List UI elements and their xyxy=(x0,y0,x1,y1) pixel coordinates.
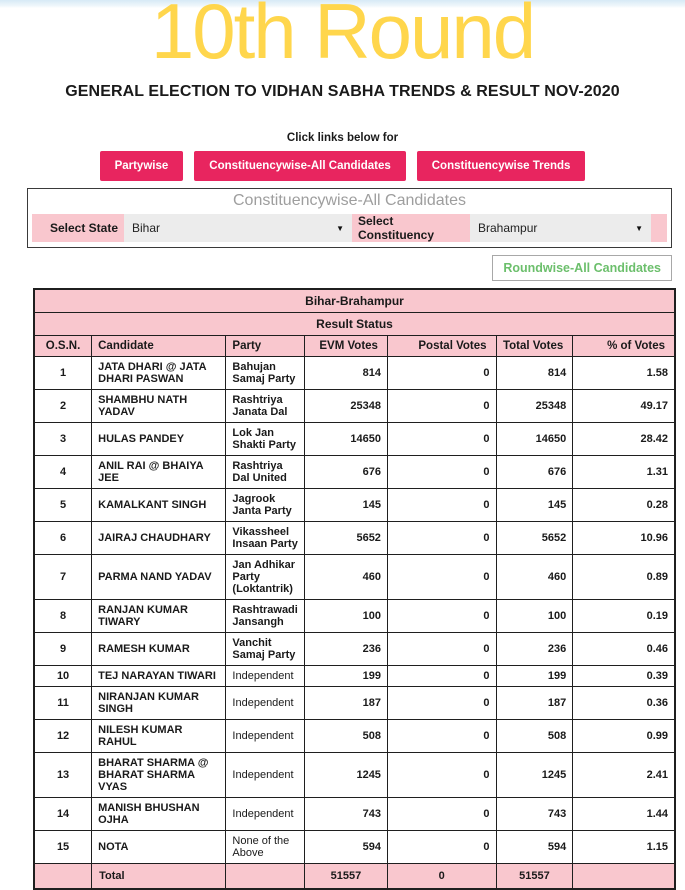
postal-votes-cell: 0 xyxy=(387,390,496,423)
candidate-cell: BHARAT SHARMA @ BHARAT SHARMA VYAS xyxy=(92,753,226,798)
table-row xyxy=(34,687,675,720)
results-table xyxy=(33,288,676,890)
column-header-postal-votes: Postal Votes xyxy=(387,336,496,357)
postal-votes-cell: 0 xyxy=(387,600,496,633)
party-cell: Independent xyxy=(226,720,304,753)
evm-votes-cell: 5652 xyxy=(304,522,387,555)
pct-votes-cell: 0.89 xyxy=(573,555,675,600)
party-cell: Jan Adhikar Party (Loktantrik) xyxy=(226,555,304,600)
table-row xyxy=(34,390,675,423)
roundwise-all-candidates-button[interactable]: Roundwise-All Candidates xyxy=(492,255,672,281)
roundwise-row xyxy=(27,255,672,281)
osn-cell: 7 xyxy=(34,555,92,600)
table-row xyxy=(34,423,675,456)
postal-votes-cell: 0 xyxy=(387,357,496,390)
table-title: Bihar-Brahampur xyxy=(34,289,675,313)
party-cell: Vanchit Samaj Party xyxy=(226,633,304,666)
party-cell: None of the Above xyxy=(226,831,304,864)
total-votes-cell: 814 xyxy=(496,357,573,390)
pct-votes-cell: 0.99 xyxy=(573,720,675,753)
postal-votes-cell: 0 xyxy=(387,633,496,666)
evm-votes-cell: 460 xyxy=(304,555,387,600)
candidate-cell: NOTA xyxy=(92,831,226,864)
links-caption: Click links below for xyxy=(286,132,399,144)
osn-cell: 1 xyxy=(34,357,92,390)
party-cell: Independent xyxy=(226,666,304,687)
party-cell: Lok Jan Shakti Party xyxy=(226,423,304,456)
table-row xyxy=(34,555,675,600)
column-header-total-votes: Total Votes xyxy=(496,336,573,357)
pct-votes-cell: 49.17 xyxy=(573,390,675,423)
postal-votes-cell: 0 xyxy=(387,687,496,720)
evm-votes-cell: 199 xyxy=(304,666,387,687)
postal-votes-cell: 0 xyxy=(387,666,496,687)
pct-votes-cell: 0.19 xyxy=(573,600,675,633)
total-votes-cell: 1245 xyxy=(496,753,573,798)
candidate-cell: NILESH KUMAR RAHUL xyxy=(92,720,226,753)
pct-votes-cell: 1.15 xyxy=(573,831,675,864)
chevron-down-icon: ▼ xyxy=(635,223,643,233)
chevron-down-icon: ▼ xyxy=(336,223,344,233)
party-cell: Vikassheel Insaan Party xyxy=(226,522,304,555)
postal-votes-cell: 0 xyxy=(387,720,496,753)
table-title-row xyxy=(34,289,675,313)
total-votes-cell: 100 xyxy=(496,600,573,633)
total-votes-cell: 676 xyxy=(496,456,573,489)
osn-cell: 3 xyxy=(34,423,92,456)
osn-cell: 4 xyxy=(34,456,92,489)
total-votes-cell: 508 xyxy=(496,720,573,753)
party-cell: Rashtriya Dal United xyxy=(226,456,304,489)
candidate-cell: PARMA NAND YADAV xyxy=(92,555,226,600)
nav-buttons-row xyxy=(0,151,685,181)
filter-box xyxy=(27,188,672,248)
pct-votes-cell: 0.28 xyxy=(573,489,675,522)
total-pct-cell xyxy=(573,864,675,890)
party-cell: Bahujan Samaj Party xyxy=(226,357,304,390)
table-row xyxy=(34,456,675,489)
table-row xyxy=(34,753,675,798)
column-header-evm-votes: EVM Votes xyxy=(304,336,387,357)
total-votes-cell: 199 xyxy=(496,666,573,687)
column-header-pct-votes: % of Votes xyxy=(573,336,675,357)
postal-votes-cell: 0 xyxy=(387,798,496,831)
pct-votes-cell: 28.42 xyxy=(573,423,675,456)
postal-votes-cell: 0 xyxy=(387,522,496,555)
table-row xyxy=(34,798,675,831)
pct-votes-cell: 10.96 xyxy=(573,522,675,555)
total-party-cell xyxy=(226,864,304,890)
total-votes-cell: 25348 xyxy=(496,390,573,423)
osn-cell: 12 xyxy=(34,720,92,753)
constituencywise-trends-button[interactable]: Constituencywise Trends xyxy=(417,151,586,181)
partywise-button[interactable]: Partywise xyxy=(100,151,184,181)
filter-row xyxy=(32,214,667,242)
osn-cell: 13 xyxy=(34,753,92,798)
total-votes-cell: 5652 xyxy=(496,522,573,555)
total-row xyxy=(34,864,675,890)
osn-cell: 14 xyxy=(34,798,92,831)
table-row xyxy=(34,522,675,555)
candidate-cell: JAIRAJ CHAUDHARY xyxy=(92,522,226,555)
column-header-party: Party xyxy=(226,336,304,357)
osn-cell: 9 xyxy=(34,633,92,666)
osn-cell: 6 xyxy=(34,522,92,555)
postal-votes-cell: 0 xyxy=(387,831,496,864)
evm-votes-cell: 814 xyxy=(304,357,387,390)
total-votes-cell: 594 xyxy=(496,831,573,864)
party-cell: Independent xyxy=(226,687,304,720)
total-label-cell: Total xyxy=(92,864,226,890)
party-cell: Independent xyxy=(226,753,304,798)
table-subtitle-row xyxy=(34,313,675,336)
postal-votes-cell: 0 xyxy=(387,456,496,489)
postal-votes-cell: 0 xyxy=(387,489,496,522)
select-constituency-label: Select Constituency xyxy=(358,214,435,242)
result-status-title: Result Status xyxy=(34,313,675,336)
total-votes-cell: 236 xyxy=(496,633,573,666)
candidate-cell: ANIL RAI @ BHAIYA JEE xyxy=(92,456,226,489)
filter-box-title: Constituencywise-All Candidates xyxy=(233,192,466,209)
pct-votes-cell: 1.58 xyxy=(573,357,675,390)
total-osn-cell xyxy=(34,864,92,890)
page-title: GENERAL ELECTION TO VIDHAN SABHA TRENDS & RESULT NOV-2020 xyxy=(65,83,620,100)
party-cell: Rashtriya Janata Dal xyxy=(226,390,304,423)
table-row xyxy=(34,831,675,864)
table-row xyxy=(34,357,675,390)
osn-cell: 15 xyxy=(34,831,92,864)
party-cell: Jagrook Janta Party xyxy=(226,489,304,522)
table-row xyxy=(34,600,675,633)
pct-votes-cell: 0.36 xyxy=(573,687,675,720)
candidate-cell: SHAMBHU NATH YADAV xyxy=(92,390,226,423)
table-row xyxy=(34,633,675,666)
pct-votes-cell: 2.41 xyxy=(573,753,675,798)
constituencywise-all-candidates-button[interactable]: Constituencywise-All Candidates xyxy=(194,151,405,181)
total-votes-cell: 187 xyxy=(496,687,573,720)
evm-votes-cell: 14650 xyxy=(304,423,387,456)
total-evm-votes-cell: 51557 xyxy=(304,864,387,890)
evm-votes-cell: 145 xyxy=(304,489,387,522)
evm-votes-cell: 594 xyxy=(304,831,387,864)
party-cell: Independent xyxy=(226,798,304,831)
total-votes-cell: 14650 xyxy=(496,423,573,456)
table-row xyxy=(34,666,675,687)
state-select-value: Bihar xyxy=(132,221,161,235)
evm-votes-cell: 1245 xyxy=(304,753,387,798)
osn-cell: 11 xyxy=(34,687,92,720)
candidate-cell: NIRANJAN KUMAR SINGH xyxy=(92,687,226,720)
evm-votes-cell: 508 xyxy=(304,720,387,753)
postal-votes-cell: 0 xyxy=(387,753,496,798)
candidate-cell: TEJ NARAYAN TIWARI xyxy=(92,666,226,687)
candidate-cell: MANISH BHUSHAN OJHA xyxy=(92,798,226,831)
osn-cell: 5 xyxy=(34,489,92,522)
party-cell: Rashtrawadi Jansangh xyxy=(226,600,304,633)
candidate-cell: RANJAN KUMAR TIWARY xyxy=(92,600,226,633)
table-row xyxy=(34,489,675,522)
table-row xyxy=(34,720,675,753)
constituency-select-value: Brahampur xyxy=(478,221,538,235)
osn-cell: 8 xyxy=(34,600,92,633)
total-votes-cell: 145 xyxy=(496,489,573,522)
candidate-cell: HULAS PANDEY xyxy=(92,423,226,456)
evm-votes-cell: 236 xyxy=(304,633,387,666)
candidate-cell: JATA DHARI @ JATA DHARI PASWAN xyxy=(92,357,226,390)
evm-votes-cell: 743 xyxy=(304,798,387,831)
pct-votes-cell: 1.44 xyxy=(573,798,675,831)
total-votes-cell: 743 xyxy=(496,798,573,831)
evm-votes-cell: 676 xyxy=(304,456,387,489)
round-title: 10th Round xyxy=(150,0,535,75)
column-header-osn: O.S.N. xyxy=(34,336,92,357)
pct-votes-cell: 0.46 xyxy=(573,633,675,666)
total-total-votes-cell: 51557 xyxy=(496,864,573,890)
total-postal-votes-cell: 0 xyxy=(387,864,496,890)
candidate-cell: KAMALKANT SINGH xyxy=(92,489,226,522)
pct-votes-cell: 1.31 xyxy=(573,456,675,489)
state-select[interactable] xyxy=(124,214,352,242)
column-header-row xyxy=(34,336,675,357)
osn-cell: 2 xyxy=(34,390,92,423)
evm-votes-cell: 100 xyxy=(304,600,387,633)
total-votes-cell: 460 xyxy=(496,555,573,600)
constituency-select[interactable] xyxy=(470,214,651,242)
postal-votes-cell: 0 xyxy=(387,423,496,456)
column-header-candidate: Candidate xyxy=(92,336,226,357)
osn-cell: 10 xyxy=(34,666,92,687)
evm-votes-cell: 187 xyxy=(304,687,387,720)
pct-votes-cell: 0.39 xyxy=(573,666,675,687)
select-state-label: Select State xyxy=(49,221,118,235)
candidate-cell: RAMESH KUMAR xyxy=(92,633,226,666)
postal-votes-cell: 0 xyxy=(387,555,496,600)
evm-votes-cell: 25348 xyxy=(304,390,387,423)
